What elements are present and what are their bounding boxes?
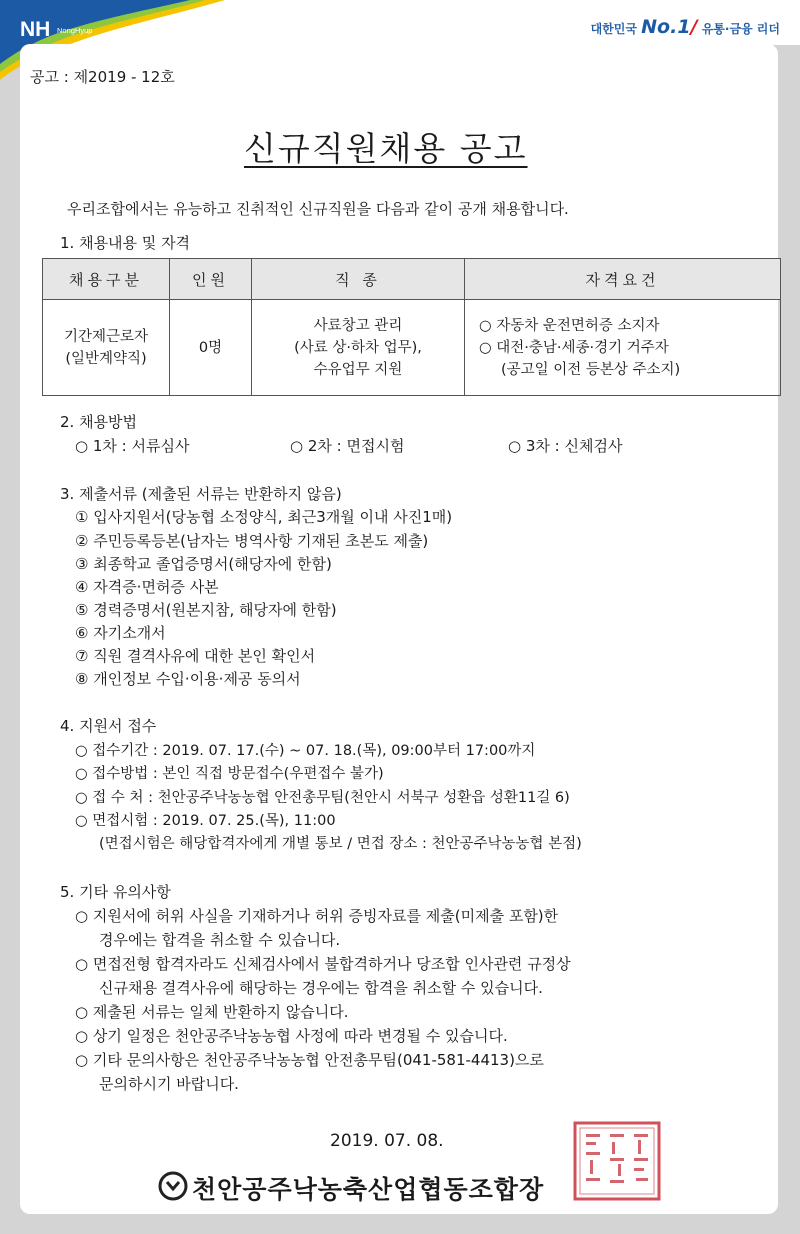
nh-logo-text: NH [20, 18, 51, 41]
job-line: (사료 상·하차 업무), [294, 339, 422, 356]
list-item: ④ 자격증·면허증 사본 [75, 578, 219, 596]
col-header-quals: 자격요건 [465, 259, 781, 300]
list-item: ③ 최종학교 졸업증명서(해당자에 한함) [75, 555, 332, 573]
recruit-table [42, 258, 781, 396]
step-1: ○ 1차 : 서류심사 [75, 437, 190, 455]
qual-line: (공고일 이전 등본상 주소지) [501, 361, 681, 378]
nh-emblem-icon [158, 1171, 188, 1201]
list-item: ⑤ 경력증명서(원본지참, 해당자에 한함) [75, 601, 337, 619]
col-header-count: 인원 [170, 259, 252, 300]
official-seal-stamp [572, 1120, 662, 1202]
list-item: ○ 상기 일정은 천안공주낙농농협 사정에 따라 변경될 수 있습니다. [75, 1027, 508, 1045]
cell-job [252, 300, 465, 396]
slogan-prefix: 대한민국 [590, 22, 637, 36]
list-item: ⑧ 개인정보 수입·이용·제공 동의서 [75, 670, 301, 688]
list-item: ① 입사지원서(당농협 소정양식, 최근3개월 이내 사진1매) [75, 508, 453, 526]
list-item: 경우에는 합격을 취소할 수 있습니다. [99, 931, 341, 949]
list-item: ⑥ 자기소개서 [75, 624, 166, 642]
page-title: 신규직원채용 공고 [244, 129, 528, 168]
list-item: ○ 제출된 서류는 일체 반환하지 않습니다. [75, 1003, 349, 1021]
notice-number: 공고 : 제2019 - 12호 [30, 68, 175, 86]
list-item: ○ 면접전형 합격자라도 신체검사에서 불합격하거나 당조합 인사관련 규정상 [75, 955, 571, 973]
qual-line: ○ 자동차 운전면허증 소지자 [479, 317, 660, 334]
section1-heading: 1. 채용내용 및 자격 [60, 234, 191, 252]
section5-heading: 5. 기타 유의사항 [60, 883, 171, 901]
section2-heading: 2. 채용방법 [60, 413, 138, 431]
qual-line: ○ 대전·충남·세종·경기 거주자 [479, 339, 669, 356]
table-header-row [43, 259, 781, 300]
cell-count: 0명 [170, 300, 252, 396]
list-item: ⑦ 직원 결격사유에 대한 본인 확인서 [75, 647, 316, 665]
slogan-suffix: 유통·금융 리더 [701, 22, 780, 36]
org-name: 천안공주낙농축산업협동조합장 [192, 1175, 545, 1204]
category-line: 기간제근로자 [63, 328, 149, 345]
list-item: 신규채용 결격사유에 해당하는 경우에는 합격을 취소할 수 있습니다. [99, 979, 543, 997]
list-item: ○ 접수방법 : 본인 직접 방문접수(우편접수 불가) [75, 766, 384, 782]
list-item: ○ 지원서에 허위 사실을 기재하거나 허위 증빙자료를 제출(미제출 포함)한 [75, 907, 559, 925]
step-2: ○ 2차 : 면접시험 [290, 437, 405, 455]
slogan [591, 16, 780, 38]
section3-heading: 3. 제출서류 (제출된 서류는 반환하지 않음) [60, 485, 342, 503]
slogan-no1: No.1 [641, 16, 691, 38]
cell-category [43, 300, 170, 396]
job-line: 수유업무 지원 [313, 361, 403, 378]
list-item: ○ 기타 문의사항은 천안공주낙농농협 안전총무팀(041-581-4413)으로 [75, 1051, 544, 1069]
table-row [43, 300, 781, 396]
list-item: (면접시험은 해당합격자에게 개별 통보 / 면접 장소 : 천안공주낙농농협 본점) [99, 836, 582, 852]
notice-date: 2019. 07. 08. [330, 1131, 444, 1151]
col-header-job: 직 종 [252, 259, 465, 300]
list-item: ○ 면접시험 : 2019. 07. 25.(목), 11:00 [75, 813, 336, 829]
list-item: ② 주민등록등본(남자는 병역사항 기재된 초본도 제출) [75, 532, 429, 550]
slogan-slash-mark: / [690, 16, 698, 38]
nh-logo-sub: NongHyup [57, 26, 93, 35]
col-header-category: 채용구분 [43, 259, 170, 300]
list-item: ○ 접수기간 : 2019. 07. 17.(수) ~ 07. 18.(목), 09:00부터 17:00까지 [75, 743, 536, 759]
intro-text: 우리조합에서는 유능하고 진취적인 신규직원을 다음과 같이 공개 채용합니다. [67, 200, 569, 218]
section4-heading: 4. 지원서 접수 [60, 717, 157, 735]
cell-quals [465, 300, 781, 396]
step-3: ○ 3차 : 신체검사 [508, 437, 623, 455]
category-line: (일반계약직) [65, 350, 147, 367]
list-item: ○ 접 수 처 : 천안공주낙농농협 안전총무팀(천안시 서북구 성환읍 성환11길 6) [75, 790, 570, 806]
list-item: 문의하시기 바랍니다. [99, 1075, 239, 1093]
job-line: 사료창고 관리 [313, 317, 403, 334]
